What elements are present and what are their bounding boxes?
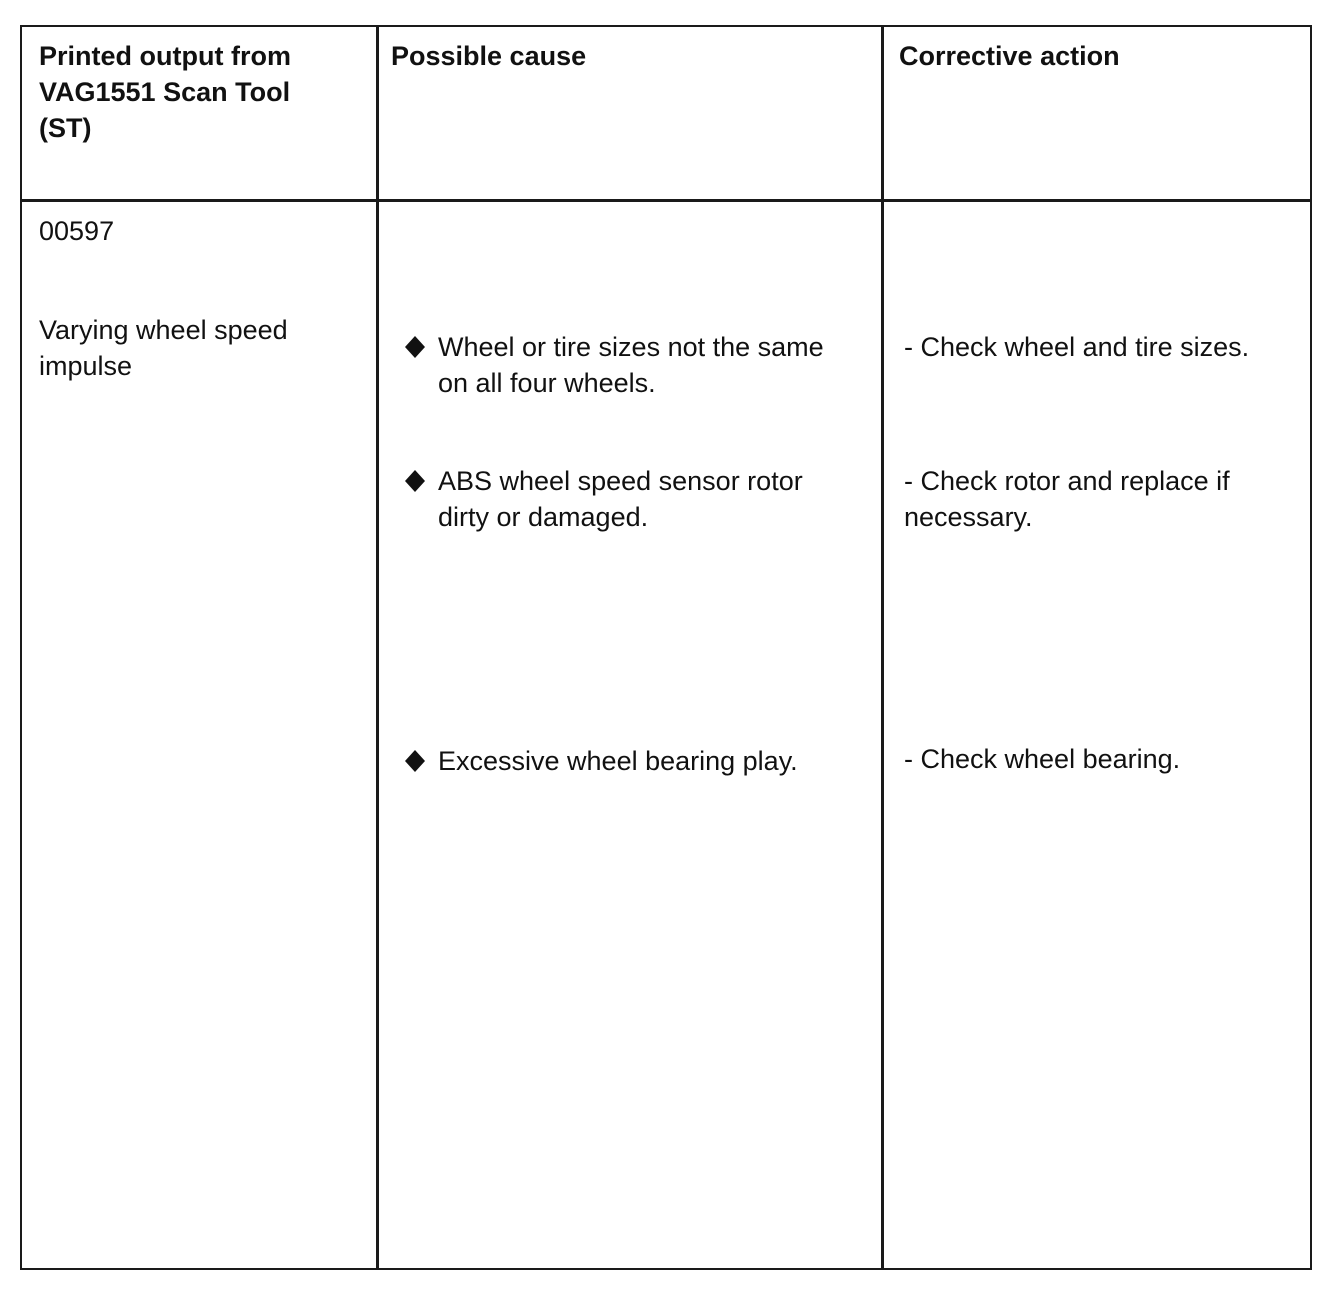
- header-divider: [22, 199, 1310, 202]
- diamond-bullet-icon: [404, 743, 426, 779]
- fault-description: Varying wheel speed impulse: [39, 315, 288, 381]
- column-divider-2: [881, 27, 884, 1268]
- cause-text: ABS wheel speed sensor rotor dirty or damaged.: [438, 466, 803, 532]
- action-item-1: - Check wheel and tire sizes.: [904, 332, 1250, 362]
- action-item-3: - Check wheel bearing.: [904, 744, 1181, 774]
- cause-item-3: [404, 743, 798, 779]
- cause-item-2: [404, 463, 803, 535]
- header-possible-cause: Possible cause: [391, 41, 587, 71]
- cause-item-1: [404, 329, 824, 401]
- cause-text: Wheel or tire sizes not the same on all four wheels.: [438, 332, 824, 398]
- column-divider-1: [376, 27, 379, 1268]
- diamond-bullet-icon: [404, 329, 426, 365]
- diagnostic-table: [20, 25, 1312, 1270]
- action-item-2: - Check rotor and replace if necessary.: [904, 466, 1230, 532]
- cause-text: Excessive wheel bearing play.: [438, 746, 798, 776]
- fault-code: 00597: [39, 216, 115, 246]
- header-printed-output: Printed output from VAG1551 Scan Tool (ST): [39, 41, 291, 143]
- header-corrective-action: Corrective action: [899, 41, 1120, 71]
- diamond-bullet-icon: [404, 463, 426, 499]
